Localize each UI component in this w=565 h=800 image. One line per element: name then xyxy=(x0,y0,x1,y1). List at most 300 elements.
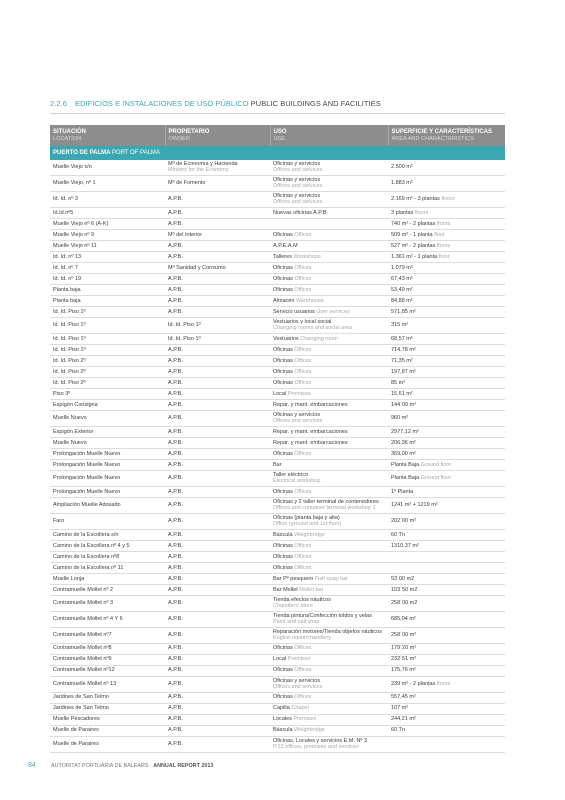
location-cell xyxy=(50,676,165,692)
table-row xyxy=(50,470,505,486)
area-cell xyxy=(388,627,505,643)
table-row xyxy=(50,160,505,175)
owner-cell xyxy=(165,240,270,251)
header-use: USO USE xyxy=(270,125,388,146)
owner-cell xyxy=(165,736,270,752)
table-row xyxy=(50,262,505,273)
location-text: Camino de la Escollera nº 11 xyxy=(53,564,124,571)
area-cell xyxy=(388,229,505,240)
use-text: Oficinas xyxy=(273,564,293,571)
owner-cell xyxy=(165,295,270,306)
table-row xyxy=(50,399,505,410)
area-text: 1310,37 m² xyxy=(391,542,419,549)
table-row xyxy=(50,540,505,551)
table-row xyxy=(50,627,505,643)
location-cell xyxy=(50,284,165,295)
area-text: 2.500 m² xyxy=(391,164,413,171)
use-text-en: Offices xyxy=(294,346,312,353)
area-text: 1.079 m² xyxy=(391,264,413,271)
use-cell xyxy=(270,736,388,752)
location-text: Planta baja xyxy=(53,297,81,304)
location-cell xyxy=(50,627,165,643)
area-cell xyxy=(388,366,505,377)
area-cell xyxy=(388,725,505,736)
use-text: Almacén xyxy=(273,297,295,304)
owner-text: A.P.B. xyxy=(168,615,183,622)
owner-cell xyxy=(165,175,270,191)
owner-text: A.P.B. xyxy=(168,346,183,353)
owner-text: Id. Id. Piso 1º xyxy=(168,322,201,329)
area-text: 53´00 m2 xyxy=(391,575,415,582)
location-text: Camino de la Escollera s/n xyxy=(53,531,119,538)
location-cell xyxy=(50,207,165,218)
area-cell xyxy=(388,470,505,486)
owner-text: Mº Sanidad y Consumo xyxy=(168,264,226,271)
table-row xyxy=(50,562,505,573)
area-cell xyxy=(388,643,505,654)
owner-cell xyxy=(165,306,270,317)
owner-cell xyxy=(165,562,270,573)
location-text: Contramuelle Mollet nº 3 xyxy=(53,599,114,606)
area-cell xyxy=(388,665,505,676)
title-divider xyxy=(50,113,505,114)
area-cell xyxy=(388,611,505,627)
location-text: Espigón Consigna xyxy=(53,401,98,408)
owner-text: Mº de Fomento xyxy=(168,180,206,187)
owner-text: A.P.B. xyxy=(168,308,183,315)
location-cell xyxy=(50,654,165,665)
table-row xyxy=(50,175,505,191)
use-text: Oficinas xyxy=(273,231,293,238)
use-text: Oficinas, Locales y servicios E.M. Nº 3 xyxy=(273,737,368,744)
use-cell xyxy=(270,486,388,497)
use-text-en: Offices xyxy=(294,286,312,293)
use-text-en: Chandlers' store xyxy=(273,603,313,610)
owner-text: A.P.B. xyxy=(168,196,183,203)
location-cell xyxy=(50,355,165,366)
use-text: Tienda efectos náuticos xyxy=(273,596,331,603)
location-cell xyxy=(50,725,165,736)
use-text: Repar. y mant. embarcaciones xyxy=(273,439,348,446)
owner-text: A.P.B. xyxy=(168,680,183,687)
owner-text: A.P.B. xyxy=(168,531,183,538)
use-text-en: Electrical workshop xyxy=(273,478,321,485)
location-cell xyxy=(50,714,165,725)
owner-text: A.P.B. xyxy=(168,475,183,482)
area-text: 2977,12 m² xyxy=(391,428,419,435)
use-text-en: Offices xyxy=(294,368,312,375)
use-text-en: Offices xyxy=(294,542,312,549)
use-text: Oficinas y servicios xyxy=(273,411,321,418)
location-cell xyxy=(50,344,165,355)
owner-text: A.P.B. xyxy=(168,599,183,606)
owner-text: A.P.B. xyxy=(168,379,183,386)
area-cell xyxy=(388,240,505,251)
use-text-en: Offices and services xyxy=(273,199,323,206)
location-cell xyxy=(50,175,165,191)
location-text: Contramuelle Mollet nº7 xyxy=(53,631,112,638)
area-cell xyxy=(388,317,505,333)
area-text: 369,00 m² xyxy=(391,450,416,457)
location-cell xyxy=(50,611,165,627)
use-text: Oficinas xyxy=(273,450,293,457)
area-cell xyxy=(388,410,505,426)
use-cell xyxy=(270,497,388,513)
owner-text: A.P.B. xyxy=(168,502,183,509)
location-cell xyxy=(50,595,165,611)
area-text: 1241 m² + 1219 m² xyxy=(391,502,438,509)
location-cell xyxy=(50,240,165,251)
location-text: Faro xyxy=(53,518,65,525)
use-text: Bar xyxy=(273,461,282,468)
area-cell xyxy=(388,284,505,295)
area-cell xyxy=(388,736,505,752)
table-row xyxy=(50,306,505,317)
area-text: 67,43 m² xyxy=(391,275,413,282)
area-text: 60 Tn xyxy=(391,727,405,734)
table-row xyxy=(50,229,505,240)
table-row xyxy=(50,676,505,692)
use-text: Vestuarios xyxy=(273,335,299,342)
owner-text: A.P.B. xyxy=(168,553,183,560)
use-cell xyxy=(270,355,388,366)
owner-cell xyxy=(165,229,270,240)
owner-cell xyxy=(165,540,270,551)
location-text: Camino de la Escollera nº8 xyxy=(53,553,120,560)
location-cell xyxy=(50,643,165,654)
owner-cell xyxy=(165,448,270,459)
location-text: Id.Id.nº5 xyxy=(53,209,74,216)
owner-cell xyxy=(165,627,270,643)
owner-text: A.P.B. xyxy=(168,586,183,593)
area-text: 571,85 m² xyxy=(391,308,416,315)
use-text: Oficinas xyxy=(273,694,293,701)
use-cell xyxy=(270,333,388,344)
location-cell xyxy=(50,736,165,752)
table-row xyxy=(50,388,505,399)
use-cell xyxy=(270,714,388,725)
area-text-en: floors xyxy=(436,220,451,227)
area-text: 239 m² - 2 plantas xyxy=(391,680,436,687)
location-text: Contramuelle Mollet nº9 xyxy=(53,656,112,663)
use-cell xyxy=(270,692,388,703)
location-cell xyxy=(50,513,165,529)
owner-cell xyxy=(165,676,270,692)
owner-text: A.P.B. xyxy=(168,542,183,549)
table-row xyxy=(50,529,505,540)
use-cell xyxy=(270,654,388,665)
use-cell xyxy=(270,240,388,251)
use-text-en: Chapel xyxy=(291,705,309,712)
location-text: Muelle Viejo, nº 1 xyxy=(53,180,96,187)
location-cell xyxy=(50,295,165,306)
use-text: Local xyxy=(273,656,287,663)
location-cell xyxy=(50,497,165,513)
area-text: 15,61 m² xyxy=(391,390,413,397)
group-row xyxy=(50,146,505,160)
location-text: Muelle Viejo nº 11 xyxy=(53,242,97,249)
use-cell xyxy=(270,284,388,295)
area-cell xyxy=(388,377,505,388)
table-row xyxy=(50,191,505,207)
header-location: SITUACIÓN LOCATION xyxy=(50,125,165,146)
area-text-en: Ground floor xyxy=(420,461,452,468)
area-text: 960 m² xyxy=(391,415,409,422)
use-cell xyxy=(270,470,388,486)
owner-cell xyxy=(165,611,270,627)
use-text-en: Offices xyxy=(294,564,312,571)
area-text: 740 m² - 2 plantas xyxy=(391,220,436,227)
location-cell xyxy=(50,562,165,573)
area-cell xyxy=(388,306,505,317)
area-cell xyxy=(388,191,505,207)
owner-cell xyxy=(165,273,270,284)
table-row xyxy=(50,366,505,377)
owner-text: A.P.B. xyxy=(168,428,183,435)
location-cell xyxy=(50,306,165,317)
area-cell xyxy=(388,295,505,306)
location-text: Muelle Lonja xyxy=(53,575,85,582)
owner-text: A.P.B. xyxy=(168,242,183,249)
owner-cell xyxy=(165,317,270,333)
location-cell xyxy=(50,470,165,486)
table-row xyxy=(50,437,505,448)
location-cell xyxy=(50,448,165,459)
use-cell xyxy=(270,529,388,540)
area-cell xyxy=(388,562,505,573)
area-cell xyxy=(388,692,505,703)
use-text-en: Offices xyxy=(294,264,312,271)
owner-cell xyxy=(165,513,270,529)
area-cell xyxy=(388,273,505,284)
use-text: Oficinas xyxy=(273,275,293,282)
owner-cell xyxy=(165,377,270,388)
use-text: Oficinas xyxy=(273,667,293,674)
location-text: Prolongación Muelle Nuevo xyxy=(53,475,121,482)
use-cell xyxy=(270,437,388,448)
section-number: 2.2.6 xyxy=(50,99,67,108)
table-row xyxy=(50,240,505,251)
area-text: 60 Tn xyxy=(391,531,405,538)
area-cell xyxy=(388,513,505,529)
area-text: 2.169 m² - 3 plantas xyxy=(391,196,440,203)
location-cell xyxy=(50,584,165,595)
use-cell xyxy=(270,366,388,377)
area-text: 3 plantas xyxy=(391,209,414,216)
table-row xyxy=(50,725,505,736)
location-text: Muelle de Paraires xyxy=(53,727,99,734)
use-text-en: Offices xyxy=(294,488,312,495)
area-cell xyxy=(388,333,505,344)
area-text: 258´00 m² xyxy=(391,631,417,638)
use-text-en: Offices and container terminal workshop 2 xyxy=(273,505,376,512)
owner-cell xyxy=(165,529,270,540)
table-row xyxy=(50,273,505,284)
owner-cell xyxy=(165,399,270,410)
location-text: Contramuelle Mollet nº 4 Y 6 xyxy=(53,615,123,622)
use-cell xyxy=(270,643,388,654)
use-text: Báscula xyxy=(273,531,293,538)
table-row xyxy=(50,643,505,654)
location-text: Jardines de San Telmo xyxy=(53,705,109,712)
use-text: Vestuarios y local social xyxy=(273,318,332,325)
table-row xyxy=(50,584,505,595)
header-owner: PROPIETARIO OWNER xyxy=(165,125,270,146)
owner-cell xyxy=(165,366,270,377)
area-text: 685,04 m² xyxy=(391,615,416,622)
use-text-en: Offices xyxy=(294,357,312,364)
use-text: A.P.E.A.M xyxy=(273,242,298,249)
location-text: Camino de la Escollera nº 4 y 5 xyxy=(53,542,130,549)
location-cell xyxy=(50,273,165,284)
table-row xyxy=(50,573,505,584)
use-cell xyxy=(270,611,388,627)
area-text: 315 m² xyxy=(391,322,409,329)
table-row xyxy=(50,486,505,497)
location-text: Piso 3º xyxy=(53,390,71,397)
owner-cell xyxy=(165,692,270,703)
area-cell xyxy=(388,486,505,497)
use-cell xyxy=(270,251,388,262)
area-text: 244,21 m² xyxy=(391,716,416,723)
owner-cell xyxy=(165,251,270,262)
area-text: 179´20 m² xyxy=(391,645,417,652)
use-text: Oficinas y servicios xyxy=(273,161,321,167)
use-cell xyxy=(270,584,388,595)
use-text: Oficinas xyxy=(273,542,293,549)
table-row xyxy=(50,377,505,388)
location-cell xyxy=(50,665,165,676)
area-cell xyxy=(388,218,505,229)
area-cell xyxy=(388,540,505,551)
use-cell xyxy=(270,295,388,306)
location-cell xyxy=(50,262,165,273)
location-text: Muelle Viejo nº 6 (A-K) xyxy=(53,220,109,227)
page-footer xyxy=(28,762,213,769)
owner-text: A.P.B. xyxy=(168,694,183,701)
use-text: Taller eléctrico xyxy=(273,471,309,478)
owner-cell xyxy=(165,497,270,513)
use-text: Oficinas xyxy=(273,368,293,375)
group-label-es: PUERTO DE PALMA xyxy=(53,150,111,156)
location-text: Id. Id. Piso 2º xyxy=(53,368,86,375)
use-text-en: Offices and services xyxy=(273,684,323,691)
owner-cell xyxy=(165,207,270,218)
area-cell xyxy=(388,251,505,262)
use-cell xyxy=(270,207,388,218)
area-text: Planta Baja xyxy=(391,475,420,482)
area-cell xyxy=(388,654,505,665)
use-cell xyxy=(270,175,388,191)
owner-cell xyxy=(165,703,270,714)
table-row xyxy=(50,459,505,470)
location-cell xyxy=(50,218,165,229)
owner-text: A.P.B. xyxy=(168,727,183,734)
area-text-en: floors xyxy=(414,209,429,216)
table-row xyxy=(50,665,505,676)
use-text-en: Changing rooms and social area xyxy=(273,325,353,332)
location-cell xyxy=(50,191,165,207)
use-text-en: Warehouse xyxy=(295,297,324,304)
owner-text: Mº del Interior xyxy=(168,231,203,238)
table-row xyxy=(50,251,505,262)
table-row xyxy=(50,448,505,459)
area-cell xyxy=(388,573,505,584)
location-text: Id. Id. Piso 1º xyxy=(53,346,86,353)
area-text: 714,78 m² xyxy=(391,346,416,353)
area-text: 84,88 m² xyxy=(391,297,413,304)
owner-text: A.P.B. xyxy=(168,415,183,422)
use-text: Repar. y mant. embarcaciones xyxy=(273,401,348,408)
owner-text-en: Ministry for the Economy xyxy=(168,167,229,174)
table-row xyxy=(50,703,505,714)
location-cell xyxy=(50,251,165,262)
owner-text: A.P.B. xyxy=(168,645,183,652)
table-row xyxy=(50,317,505,333)
use-text: Oficinas xyxy=(273,286,293,293)
use-text: Oficinas y servicios xyxy=(273,176,321,183)
area-cell xyxy=(388,459,505,470)
owner-cell xyxy=(165,388,270,399)
table-row xyxy=(50,692,505,703)
area-cell xyxy=(388,399,505,410)
location-text: Id. Id. Piso 1º xyxy=(53,335,86,342)
area-text: 71,35 m² xyxy=(391,357,413,364)
table-row xyxy=(50,333,505,344)
use-cell xyxy=(270,448,388,459)
table-row xyxy=(50,611,505,627)
use-text: Nuevas oficinas A.P.B. xyxy=(273,209,328,216)
location-cell xyxy=(50,459,165,470)
area-cell xyxy=(388,175,505,191)
use-text: Local xyxy=(273,390,287,397)
area-text: 107 m² xyxy=(391,705,409,712)
location-cell xyxy=(50,529,165,540)
area-text: 202´00 m² xyxy=(391,518,417,525)
area-text: 557,45 m² xyxy=(391,694,416,701)
area-text: 144´00 m² xyxy=(391,401,417,408)
area-text-en: floors xyxy=(441,196,455,203)
location-text: Id. Id. nº 3 xyxy=(53,196,78,203)
use-text-en: User services xyxy=(316,308,350,315)
location-text: Contramuelle Mollet nº 2 xyxy=(53,586,114,593)
use-cell xyxy=(270,399,388,410)
footer-org: AUTORITAT PORTUÀRIA DE BALEARS xyxy=(51,763,149,769)
use-text-en: Premises xyxy=(287,656,311,663)
table-row xyxy=(50,513,505,529)
owner-cell xyxy=(165,218,270,229)
owner-text: A.P.B. xyxy=(168,401,183,408)
location-cell xyxy=(50,486,165,497)
use-text-en: Offices xyxy=(294,667,312,674)
table-row xyxy=(50,284,505,295)
area-text: 197,87 m² xyxy=(391,368,416,375)
table-row xyxy=(50,410,505,426)
use-cell xyxy=(270,551,388,562)
owner-cell xyxy=(165,486,270,497)
owner-text: A.P.B. xyxy=(168,297,183,304)
use-cell xyxy=(270,377,388,388)
area-text: 232´51 m² xyxy=(391,656,417,663)
owner-text: A.P.B. xyxy=(168,488,183,495)
location-text: Muelle Nuevo xyxy=(53,415,87,422)
area-cell xyxy=(388,497,505,513)
owner-text: A.P.B. xyxy=(168,667,183,674)
owner-text: A.P.B. xyxy=(168,220,183,227)
use-text: Oficinas xyxy=(273,346,293,353)
use-text: Oficinas xyxy=(273,553,293,560)
location-cell xyxy=(50,551,165,562)
